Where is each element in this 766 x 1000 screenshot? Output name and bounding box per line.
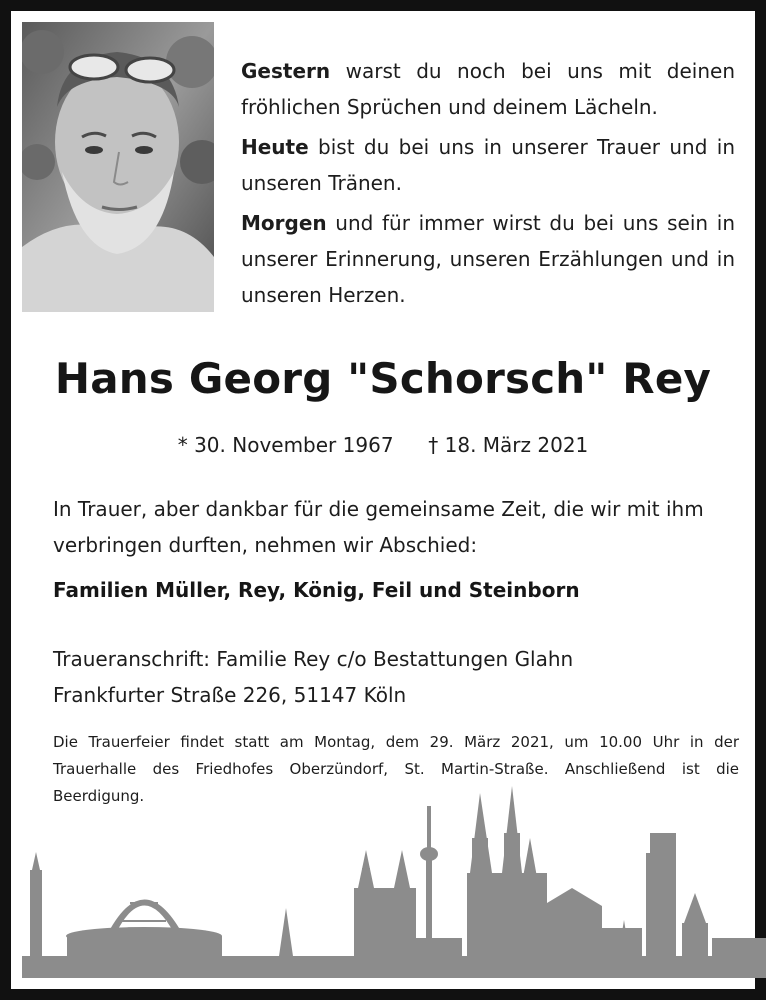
poem-paragraph-yesterday xyxy=(241,53,735,125)
birth-date: * 30. November 1967 xyxy=(177,433,394,457)
poem-keyword-tomorrow: Morgen xyxy=(241,211,327,235)
death-date: † 18. März 2021 xyxy=(428,433,589,457)
cologne-skyline-graphic xyxy=(22,778,766,978)
poem-paragraph-today xyxy=(241,129,735,201)
poem-keyword-yesterday: Gestern xyxy=(241,59,331,83)
poem-text-today: bist du bei uns in unserer Trauer und in unseren Tränen. xyxy=(241,135,735,195)
deceased-name: Hans Georg "Schorsch" Rey xyxy=(54,354,712,403)
portrait-image xyxy=(22,22,214,312)
poem-keyword-today: Heute xyxy=(241,135,309,159)
condolence-address xyxy=(53,641,743,713)
mourning-text: In Trauer, aber dankbar für die gemeinsame Zeit, die wir mit ihm verbringen durften, nehmen wir Abschied: xyxy=(53,497,704,557)
poem-text-yesterday: warst du noch bei uns mit deinen fröhlichen Sprüchen und deinem Lächeln. xyxy=(241,59,735,119)
mourning-families: Familien Müller, Rey, König, Feil und Steinborn xyxy=(53,578,580,602)
service-info: Die Trauerfeier findet statt am Montag, dem 29. März 2021, um 10.00 Uhr in der Trauerhalle des Friedhofes Oberzündorf, St. Martin-Straße. Anschließend ist die Beerdigung. xyxy=(53,733,739,805)
life-dates xyxy=(22,431,744,459)
poem-text-tomorrow: und für immer wirst du bei uns sein in unserer Erinnerung, unseren Erzählungen und in unseren Herzen. xyxy=(241,211,735,307)
portrait-photo xyxy=(22,22,214,312)
address-line-2: Frankfurter Straße 226, 51147 Köln xyxy=(53,683,407,707)
poem-text xyxy=(241,53,735,313)
address-line-1: Traueranschrift: Familie Rey c/o Bestattungen Glahn xyxy=(53,647,574,671)
poem-paragraph-tomorrow xyxy=(241,205,735,313)
